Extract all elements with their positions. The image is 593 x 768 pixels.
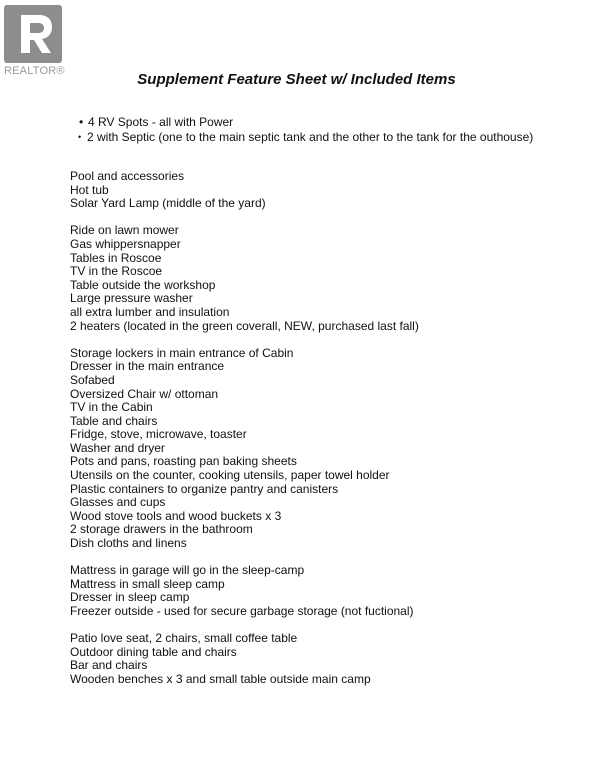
list-item: Freezer outside - used for secure garbage storage (not fuctional) — [70, 604, 414, 618]
list-item: TV in the Cabin — [70, 400, 153, 415]
bullet-primary: • 4 RV Spots - all with Power — [79, 115, 549, 129]
item-group — [70, 224, 570, 333]
item-group — [70, 564, 570, 618]
realtor-r-icon — [4, 5, 62, 63]
list-item: Dresser in the main entrance — [70, 359, 225, 374]
item-group — [70, 170, 570, 211]
list-item: Large pressure washer — [70, 291, 193, 306]
list-item: Oversized Chair w/ ottoman — [70, 386, 219, 401]
rv-spots-list — [79, 115, 549, 144]
list-item: Mattress in small sleep camp — [70, 576, 225, 591]
item-group — [70, 632, 570, 686]
bullet-secondary: • 2 with Septic (one to the main septic tank and the other to the tank for the outhouse) — [79, 130, 549, 144]
list-item: Wooden benches x 3 and small table outside main camp — [70, 671, 371, 686]
list-item: TV in the Roscoe — [70, 264, 163, 279]
list-item: Ride on lawn mower — [70, 223, 179, 238]
list-item: Table and chairs — [70, 413, 158, 428]
list-item: Wood stove tools and wood buckets x 3 — [70, 508, 282, 523]
list-item: Tables in Roscoe — [70, 250, 162, 265]
list-item: 2 storage drawers in the bathroom — [70, 522, 253, 537]
list-item: Hot tub — [70, 182, 109, 197]
list-item: all extra lumber and insulation — [70, 304, 230, 319]
list-item: Storage lockers in main entrance of Cabin — [70, 345, 294, 360]
realtor-wordmark: REALTOR® — [4, 65, 65, 77]
realtor-logo — [4, 5, 70, 77]
list-item: Fridge, stove, microwave, toaster — [70, 427, 247, 442]
list-item: Solar Yard Lamp (middle of the yard) — [70, 196, 266, 211]
list-item: Mattress in garage will go in the sleep-camp — [70, 563, 305, 578]
included-items — [70, 170, 570, 700]
item-group — [70, 347, 570, 551]
list-item: Pots and pans, roasting pan baking sheets — [70, 454, 297, 469]
list-item: Washer and dryer — [70, 440, 165, 455]
list-item: Sofabed — [70, 372, 115, 387]
list-item: Dresser in sleep camp — [70, 590, 190, 605]
list-item: Bar and chairs — [70, 658, 148, 673]
list-item: Outdoor dining table and chairs — [70, 644, 237, 659]
list-item: Pool and accessories — [70, 169, 185, 183]
list-item: Table outside the workshop — [70, 277, 216, 292]
list-item: Patio love seat, 2 chairs, small coffee table — [70, 631, 298, 646]
list-item: 2 heaters (located in the green coverall, NEW, purchased last fall) — [70, 318, 419, 333]
list-item: Gas whippersnapper — [70, 236, 181, 251]
list-item: Glasses and cups — [70, 495, 166, 510]
list-item: Plastic containers to organize pantry and canisters — [70, 481, 339, 496]
list-item: Utensils on the counter, cooking utensils, paper towel holder — [70, 468, 390, 483]
list-item: Dish cloths and linens — [70, 536, 187, 551]
page-title: Supplement Feature Sheet w/ Included Items — [137, 71, 456, 88]
